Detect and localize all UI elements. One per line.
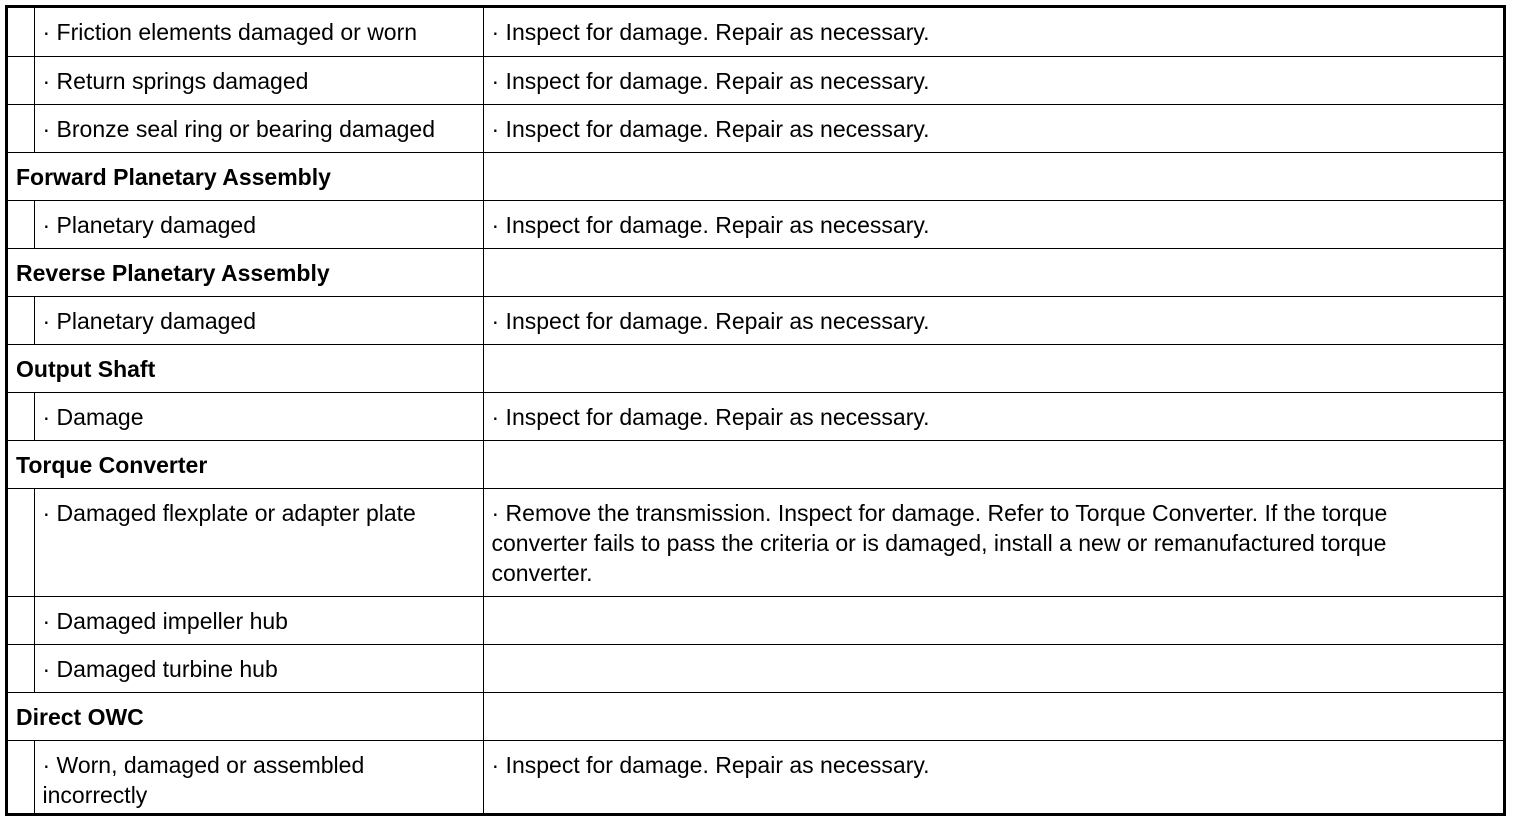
cause-cell: · Damaged flexplate or adapter plate <box>34 488 483 596</box>
indent-cell <box>8 740 34 816</box>
table-row <box>8 596 1503 644</box>
cause-cell: · Bronze seal ring or bearing damaged <box>34 104 483 152</box>
indent-cell <box>8 488 34 596</box>
section-title: Direct OWC <box>8 692 483 740</box>
table-row <box>8 392 1503 440</box>
action-cell: · Inspect for damage. Repair as necessary. <box>483 392 1503 440</box>
cause-cell: · Damage <box>34 392 483 440</box>
action-cell: · Inspect for damage. Repair as necessary. <box>483 56 1503 104</box>
indent-cell <box>8 104 34 152</box>
table-row <box>8 104 1503 152</box>
action-cell <box>483 596 1503 644</box>
section-row <box>8 248 1503 296</box>
indent-cell <box>8 596 34 644</box>
cause-cell: · Damaged turbine hub <box>34 644 483 692</box>
cause-cell: · Planetary damaged <box>34 200 483 248</box>
action-cell: · Inspect for damage. Repair as necessary. <box>483 8 1503 56</box>
table-row <box>8 56 1503 104</box>
diagnostic-table <box>8 8 1503 816</box>
cause-cell: · Friction elements damaged or worn <box>34 8 483 56</box>
table-row <box>8 200 1503 248</box>
cause-cell: · Planetary damaged <box>34 296 483 344</box>
action-cell <box>483 152 1503 200</box>
section-row <box>8 152 1503 200</box>
action-cell <box>483 644 1503 692</box>
indent-cell <box>8 644 34 692</box>
diagnostic-table-frame <box>5 5 1506 816</box>
cause-cell: · Worn, damaged or assembled incorrectly <box>34 740 483 816</box>
indent-cell <box>8 56 34 104</box>
action-cell: · Inspect for damage. Repair as necessary. <box>483 296 1503 344</box>
table-row <box>8 644 1503 692</box>
action-cell <box>483 440 1503 488</box>
section-row <box>8 440 1503 488</box>
section-title: Forward Planetary Assembly <box>8 152 483 200</box>
indent-cell <box>8 296 34 344</box>
section-title: Output Shaft <box>8 344 483 392</box>
cause-cell: · Damaged impeller hub <box>34 596 483 644</box>
indent-cell <box>8 8 34 56</box>
section-title: Reverse Planetary Assembly <box>8 248 483 296</box>
table-row <box>8 488 1503 596</box>
section-title: Torque Converter <box>8 440 483 488</box>
action-cell <box>483 248 1503 296</box>
section-row <box>8 692 1503 740</box>
action-cell: · Inspect for damage. Repair as necessary. <box>483 200 1503 248</box>
table-row <box>8 296 1503 344</box>
action-cell: · Remove the transmission. Inspect for damage. Refer to Torque Converter. If the torque converter fails to pass the criteria or is damaged, install a new or remanufactured torque converter. <box>483 488 1503 596</box>
table-row <box>8 740 1503 816</box>
indent-cell <box>8 200 34 248</box>
cause-cell: · Return springs damaged <box>34 56 483 104</box>
section-row <box>8 344 1503 392</box>
table-row <box>8 8 1503 56</box>
action-cell <box>483 344 1503 392</box>
action-cell <box>483 692 1503 740</box>
action-cell: · Inspect for damage. Repair as necessary. <box>483 104 1503 152</box>
indent-cell <box>8 392 34 440</box>
action-cell: · Inspect for damage. Repair as necessary. <box>483 740 1503 816</box>
